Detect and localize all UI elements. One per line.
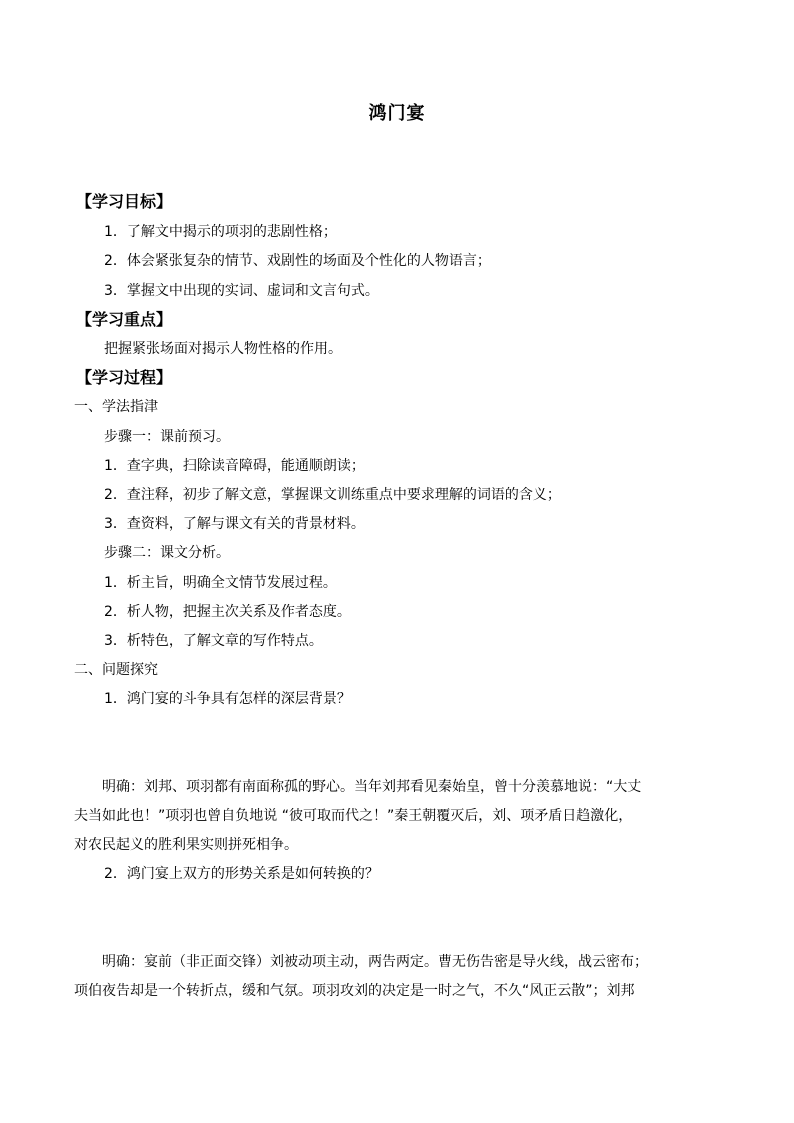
step-item: 3．查资料，了解与课文有关的背景材料。: [104, 516, 365, 532]
step-item: 2．查注释，初步了解文意，掌握课文训练重点中要求理解的词语的含义；: [104, 487, 561, 503]
question: 1．鸿门宴的斗争具有怎样的深层背景？: [104, 691, 351, 707]
goals-heading: 【学习目标】: [76, 192, 173, 211]
answer-line: 对农民起义的胜利果实则拼死相争。: [74, 837, 298, 853]
answer-line: 明确：宴前（非正面交锋）刘被动项主动，两告两定。曹无伤告密是导火线，战云密布；: [102, 954, 648, 970]
answer-line: 明确：刘邦、项羽都有南面称孤的野心。当年刘邦看见秦始皇，曾十分羡慕地说：“大丈: [102, 779, 642, 795]
step-item: 3．析特色，了解文章的写作特点。: [104, 633, 323, 649]
document-title: 鸿门宴: [368, 103, 426, 124]
focus-text: 把握紧张场面对揭示人物性格的作用。: [104, 341, 342, 357]
answer-line: 夫当如此也！”项羽也曾自负地说 “彼可取而代之！”秦王朝覆灭后，刘、项矛盾日趋激化，: [74, 808, 633, 824]
goal-item: 1．了解文中揭示的项羽的悲剧性格；: [104, 224, 337, 240]
step-item: 2．析人物，把握主次关系及作者态度。: [104, 604, 351, 620]
question: 2．鸿门宴上双方的形势关系是如何转换的？: [104, 866, 379, 882]
section-title: 一、学法指津: [74, 399, 158, 415]
focus-heading: 【学习重点】: [76, 310, 173, 329]
goal-item: 2．体会紧张复杂的情节、戏剧性的场面及个性化的人物语言；: [104, 253, 491, 269]
step-item: 1．查字典，扫除读音障碍，能通顺朗读；: [104, 458, 365, 474]
step-item: 1．析主旨，明确全文情节发展过程。: [104, 575, 337, 591]
section-title: 二、问题探究: [74, 662, 158, 678]
goal-item: 3．掌握文中出现的实词、虚词和文言句式。: [104, 283, 379, 299]
step-title: 步骤二：课文分析。: [104, 545, 230, 561]
answer-line: 项伯夜告却是一个转折点，缓和气氛。项羽攻刘的决定是一时之气，不久“风正云散”；刘邦: [74, 983, 635, 999]
process-heading: 【学习过程】: [76, 368, 173, 387]
step-title: 步骤一：课前预习。: [104, 429, 230, 445]
